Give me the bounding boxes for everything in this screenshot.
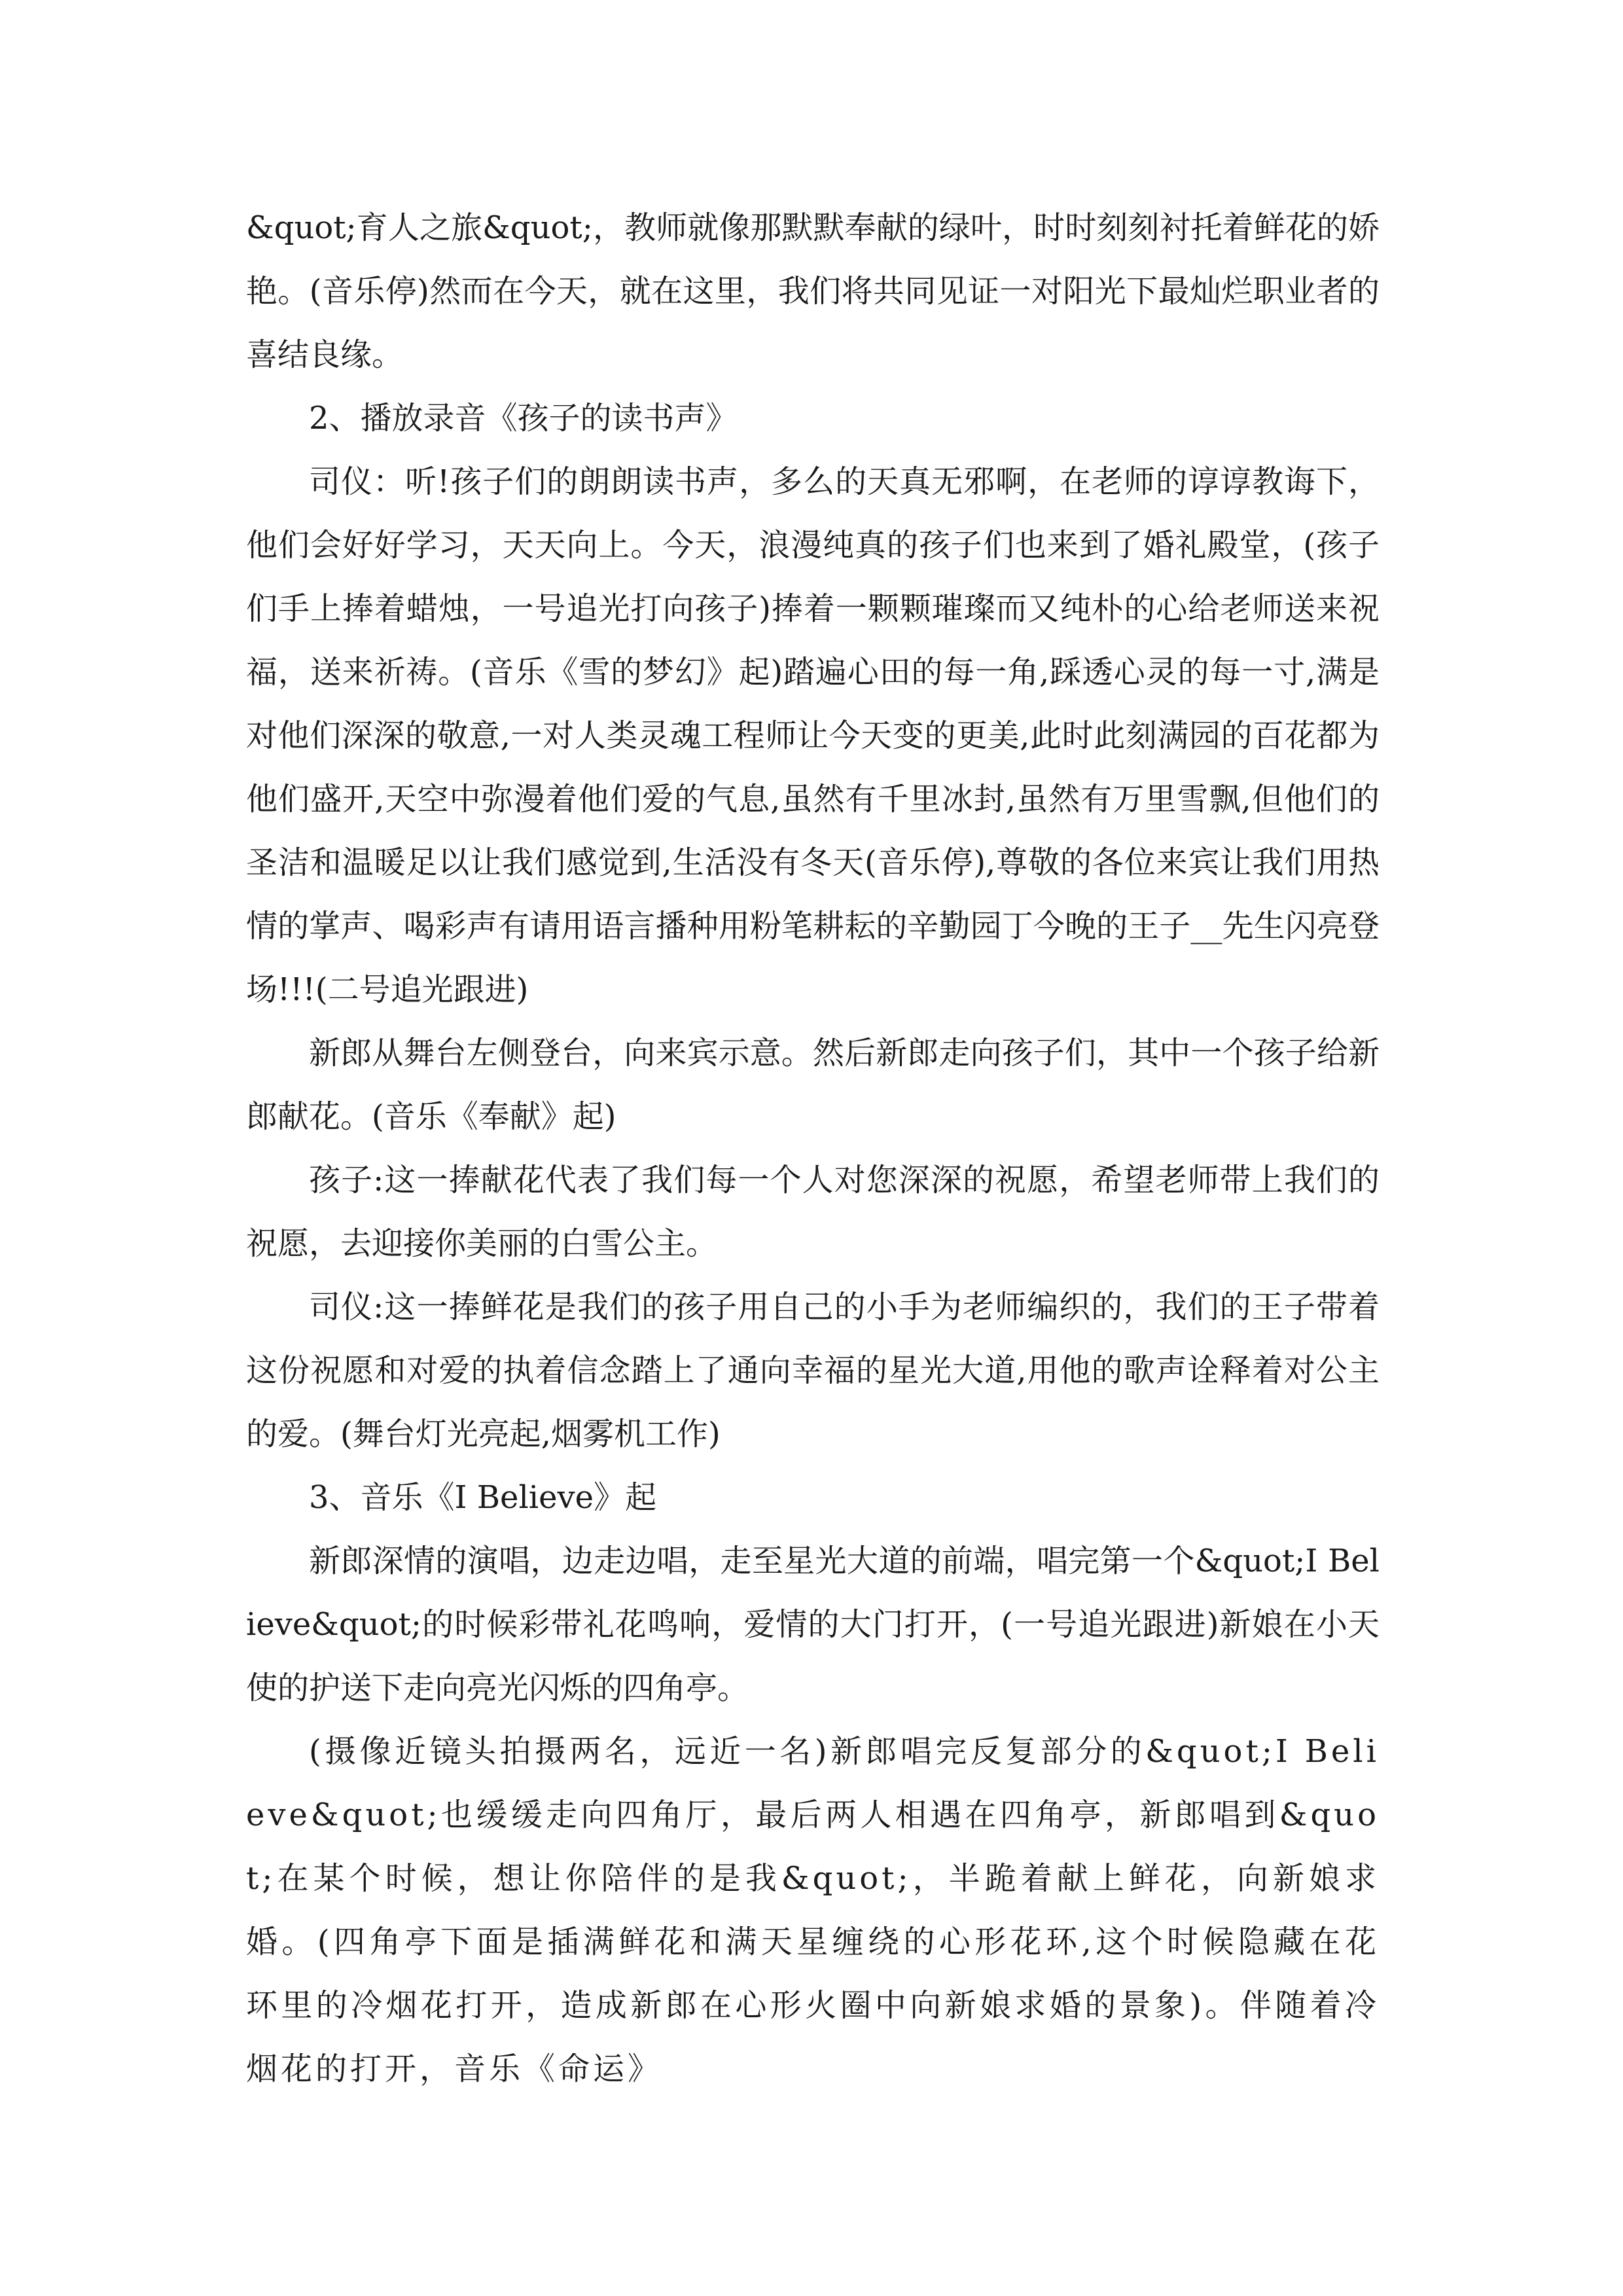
paragraph-child-speech: 孩子:这一捧献花代表了我们每一个人对您深深的祝愿，希望老师带上我们的祝愿，去迎接你美丽的白雪公主。 bbox=[246, 1162, 1380, 1262]
paragraph-groom-entrance: 新郎从舞台左侧登台，向来宾示意。然后新郎走向孩子们，其中一个孩子给新郎献花。(音乐《奉献》起) bbox=[246, 1035, 1380, 1135]
paragraph-groom-singing: 新郎深情的演唱，边走边唱，走至星光大道的前端，唱完第一个&quot;I Believe&quot;的时候彩带礼花鸣响，爱情的大门打开，(一号追光跟进)新娘在小天使的护送下走向亮光闪烁的四角亭。 bbox=[246, 1543, 1380, 1706]
section-heading-3: 3、音乐《I Believe》起 bbox=[309, 1479, 657, 1516]
paragraph-host-flowers: 司仪:这一捧鲜花是我们的孩子用自己的小手为老师编织的，我们的王子带着这份祝愿和对爱的执着信念踏上了通向幸福的星光大道,用他的歌声诠释着对公主的爱。(舞台灯光亮起,烟雾机工作) bbox=[246, 1289, 1380, 1452]
paragraph-host-speech: 司仪：听!孩子们的朗朗读书声，多么的天真无邪啊，在老师的谆谆教诲下，他们会好好学习，天天向上。今天，浪漫纯真的孩子们也来到了婚礼殿堂，(孩子们手上捧着蜡烛，一号追光打向孩子)捧着一颗颗璀璨而又纯朴的心给老师送来祝福，送来祈祷。(音乐《雪的梦幻》起)踏遍心田的每一角,踩透心灵的每一寸,满是对他们深深的敬意,一对人类灵魂工程师让今天变的更美,此时此刻满园的百花都为他们盛开,天空中弥漫着他们爱的气息,虽然有千里冰封,虽然有万里雪飘,但他们的圣洁和温暖足以让我们感觉到,生活没有冬天(音乐停),尊敬的各位来宾让我们用热情的掌声、喝彩声有请用语言播种用粉笔耕耘的辛勤园丁今晚的王子__先生闪亮登场!!!(二号追光跟进) bbox=[246, 463, 1380, 1008]
document-body bbox=[246, 196, 1380, 2101]
paragraph-continuation: &quot;育人之旅&quot;，教师就像那默默奉献的绿叶，时时刻刻衬托着鲜花的娇艳。(音乐停)然而在今天，就在这里，我们将共同见证一对阳光下最灿烂职业者的喜结良缘。 bbox=[246, 209, 1380, 373]
section-heading-2: 2、播放录音《孩子的读书声》 bbox=[309, 400, 738, 437]
paragraph-proposal: (摄像近镜头拍摄两名，远近一名)新郎唱完反复部分的&quot;I Believe&quot;也缓缓走向四角厅，最后两人相遇在四角亭，新郎唱到&quot;在某个时候，想让你陪伴的是我&quot;，半跪着献上鲜花，向新娘求婚。(四角亭下面是插满鲜花和满天星缠绕的心形花环,这个时候隐藏在花环里的冷烟花打开，造成新郎在心形火圈中向新娘求婚的景象)。伴随着冷烟花的打开，音乐《命运》 bbox=[246, 1733, 1380, 2087]
